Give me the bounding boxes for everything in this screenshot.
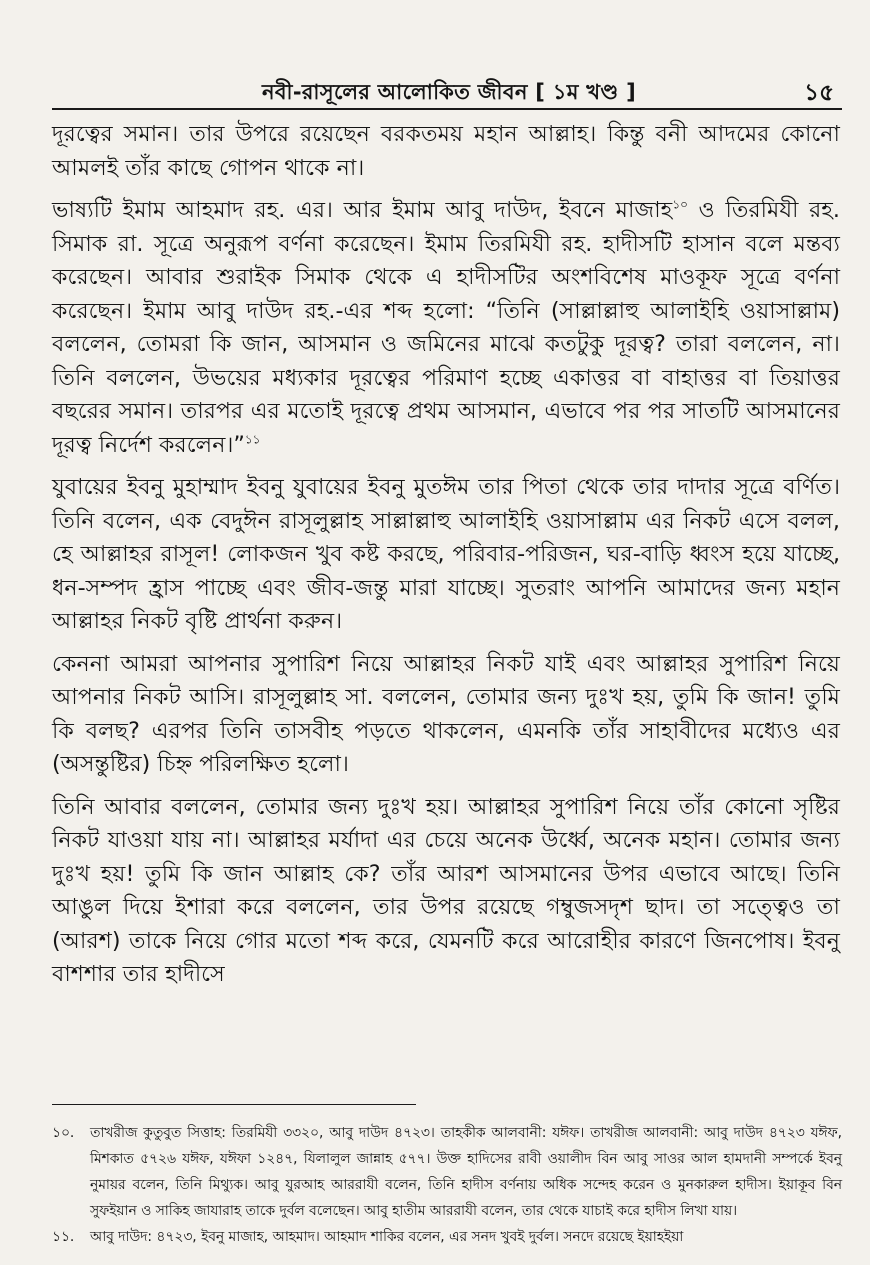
paragraph-2 [52, 194, 840, 462]
footnote-ref-10: ১০ [672, 197, 688, 212]
paragraph-1: দূরত্বের সমান। তার উপরে রয়েছেন বরকতময় মহান আল্লাহ। কিন্তু বনী আদমের কোনো আমলই তাঁর কাছে গোপন থাকে না। [52, 121, 840, 181]
paragraph-5: তিনি আবার বললেন, তোমার জন্য দুঃখ হয়। আল্লাহর সুপারিশ নিয়ে তাঁর কোনো সৃষ্টির নিকট যাওয়া যায় না। আল্লাহর মর্যাদা এর চেয়ে অনেক উর্ধ্বে, অনেক মহান। তোমার জন্য দুঃখ হয়! তুমি কি জান আল্লাহ কে? তাঁর আরশ আসমানের উপর এভাবে আছে। তিনি আঙুল দিয়ে ইশারা করে বললেন, তার উপর রয়েছে গম্বুজসদৃশ ছাদ। তা সত্ত্বেও তা (আরশ) তাকে নিয়ে গোর মতো শব্দ করে, যেমনটি করে আরোহীর কারণে জিনপোষ। ইবনু বাশশার তার হাদীসে [52, 793, 840, 987]
running-title: নবী-রাসূলের আলোকিত জীবন [ ১ম খণ্ড ] [262, 80, 636, 104]
footnote-11 [52, 1224, 842, 1250]
footnote-divider [52, 1104, 416, 1105]
paragraph-3: যুবায়ের ইবনু মুহাম্মাদ ইবনু যুবায়ের ইবনু মুতঈম তার পিতা থেকে তার দাদার সূত্রে বর্ণিত। তিনি বলেন, এক বেদুঈন রাসূলুল্লাহ সাল্লাল্লাহু আলাইহি ওয়াসাল্লাম এর নিকট এসে বলল, হে আল্লাহর রাসূল! লোকজন খুব কষ্ট করছে, পরিবার-পরিজন, ঘর-বাড়ি ধ্বংস হয়ে যাচ্ছে, ধন-সম্পদ হ্রাস পাচ্ছে এবং জীব-জন্তু মারা যাচ্ছে। সুতরাং আপনি আমাদের জন্য মহান আল্লাহর নিকট বৃষ্টি প্রার্থনা করুন। [52, 474, 840, 634]
footnote-11-text: আবু দাউদ: ৪৭২৩, ইবনু মাজাহ, আহমাদ। আহমাদ শাকির বলেন, এর সনদ খুবই দুর্বল। সনদে রয়েছে ইয়াহইয়া [90, 1229, 684, 1245]
footnote-10 [52, 1120, 842, 1224]
footnote-11-number: ১১. [52, 1229, 75, 1245]
page-number: ১৫ [804, 80, 834, 106]
paragraph-4: কেননা আমরা আপনার সুপারিশ নিয়ে আল্লাহর নিকট যাই এবং আল্লাহর সুপারিশ নিয়ে আপনার নিকট আসি। রাসূলুল্লাহ সা. বললেন, তোমার জন্য দুঃখ হয়, তুমি কি জান! তুমি কি বলছ? এরপর তিনি তাসবীহ পড়তে থাকলেন, এমনকি তাঁর সাহাবীদের মধ্যেও এর (অসন্তুষ্টির) চিহ্ন পরিলক্ষিত হলো। [52, 650, 840, 777]
footnote-ref-11: ১১ [244, 432, 261, 447]
main-text [52, 118, 840, 1001]
page-header [52, 74, 842, 110]
paragraph-2-part-b: ও তিরমিযী রহ. সিমাক রা. সূত্রে অনুরূপ বর্ণনা করেছেন। ইমাম তিরমিযী রহ. হাদীসটি হাসান বলে মন্তব্য করেছেন। আবার শুরাইক সিমাক থেকে এ হাদীসটির অংশবিশেষ মাওকূফ সূত্রে বর্ণনা করেছেন। ইমাম আবু দাউদ রহ.-এর শব্দ হলো: “তিনি (সাল্লাল্লাহু আলাইহি ওয়াসাল্লাম) বললেন, তোমরা কি জান, আসমান ও জমিনের মাঝে কতটুকু দূরত্ব? তারা বললেন, না। তিনি বললেন, উভয়ের মধ্যকার দূরত্বের পরিমাণ হচ্ছে একাত্তর বা বাহাত্তর বা তিয়াত্তর বছরের সমান। তারপর এর মতোই দূরত্বে প্রথম আসমান, এভাবে পর পর সাতটি আসমানের দূরত্ব নির্দেশ করলেন।” [52, 197, 840, 458]
paragraph-2-part-a: ভাষ্যটি ইমাম আহমাদ রহ. এর। আর ইমাম আবু দাউদ, ইবনে মাজাহ [52, 197, 673, 223]
footnote-10-number: ১০. [52, 1125, 75, 1141]
footnotes [52, 1120, 842, 1250]
footnote-10-text: তাখরীজ কুতুবুত সিত্তাহ: তিরমিযী ৩৩২০, আবু দাউদ ৪৭২৩। তাহকীক আলবানী: যঈফ। তাখরীজ আলবানী: আবু দাউদ ৪৭২৩ যঈফ, মিশকাত ৫৭২৬ যঈফ, যঈফা ১২৪৭, যিলালুল জান্নাহ ৫৭৭। উক্ত হাদিসের রাবী ওয়ালীদ বিন আবু সাওর আল হামদানী সম্পর্কে ইবনু নুমায়র বলেন, তিনি মিথ্যুক। আবু যুরআহ আররাযী বলেন, তিনি হাদীস বর্ণনায় অধিক সন্দেহ করেন ও মুনকারুল হাদীস। ইয়াকূব বিন সুফইয়ান ও সাকিহ জাযারাহ তাকে দুর্বল বলেছেন। আবু হাতীম আররাযী বলেন, তার থেকে যাচাই করে হাদীস লিখা যায়। [90, 1125, 842, 1219]
